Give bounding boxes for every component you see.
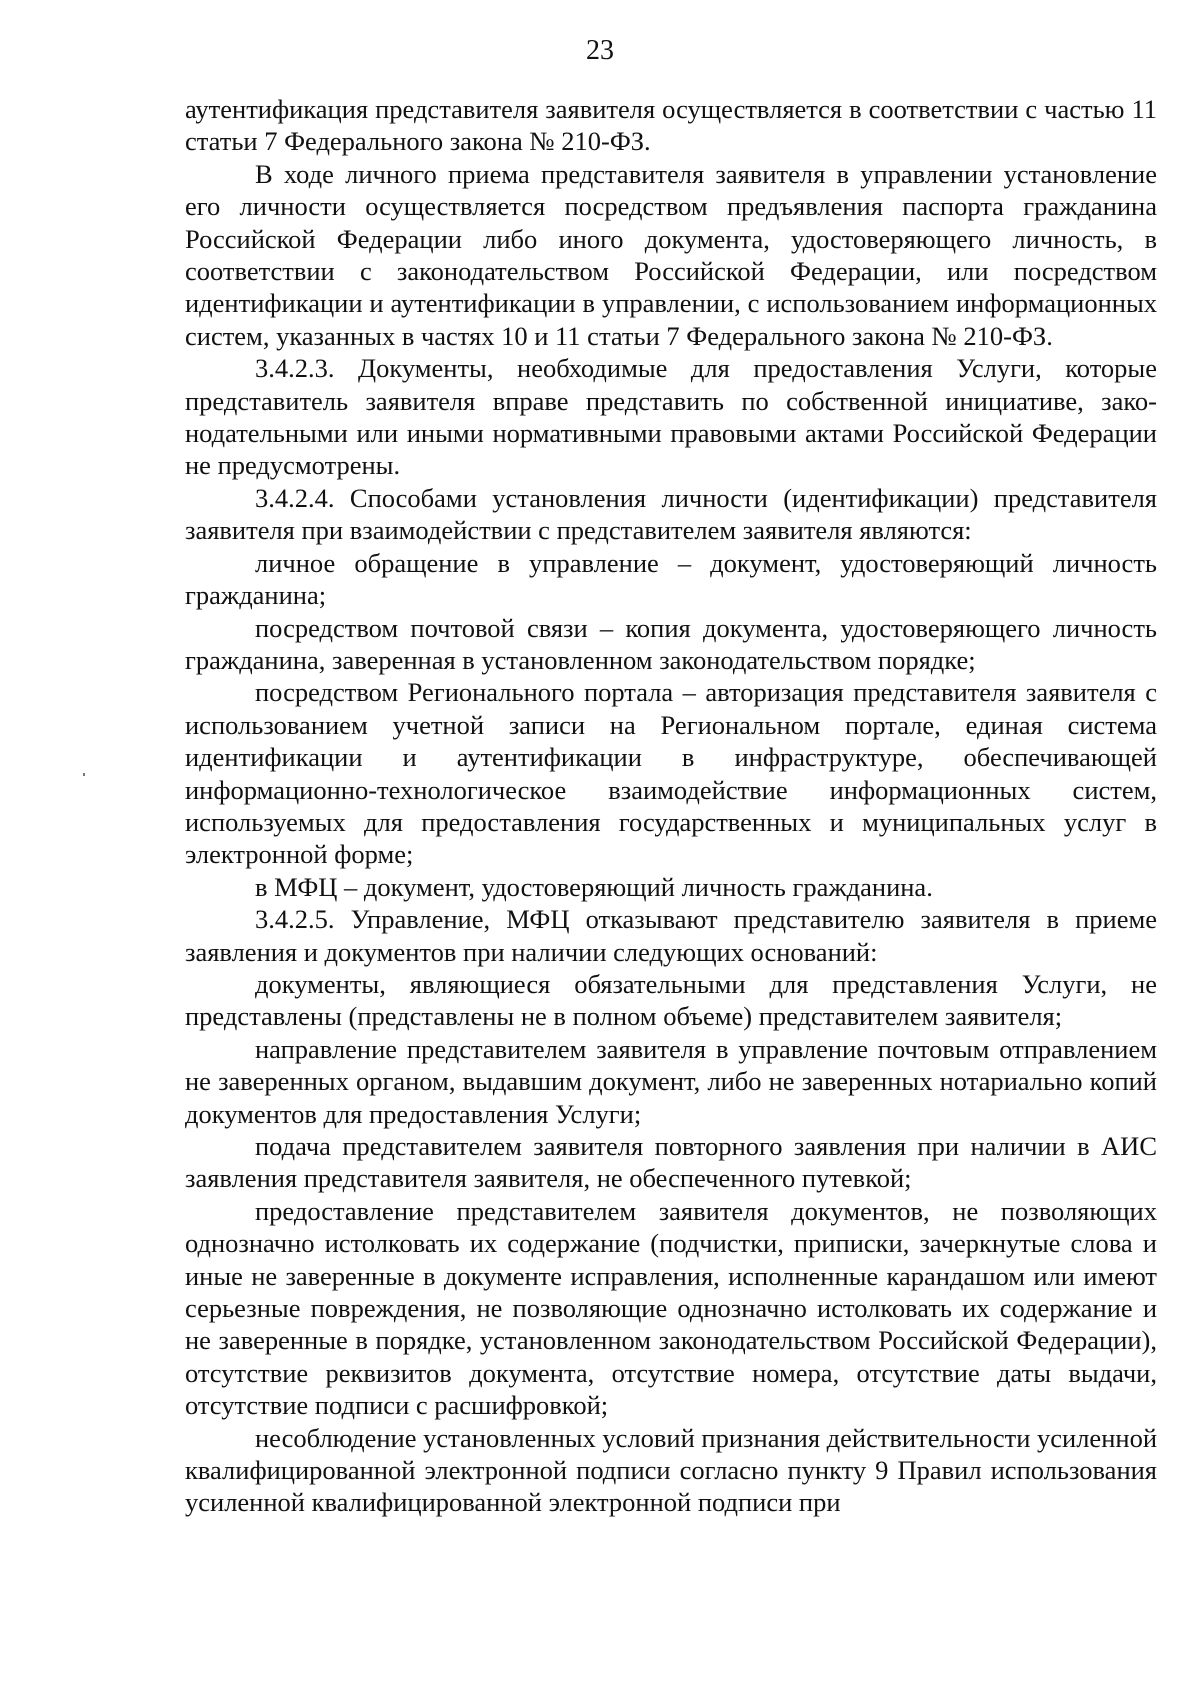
- page-number: 23: [586, 35, 614, 66]
- list-item-personal-visit: личное обращение в управление – документ, удостоверяющий личность гражданина;: [185, 547, 1157, 611]
- paragraph-3-4-2-5: 3.4.2.5. Управление, МФЦ отказывают представителю заявителя в приеме заявления и документов при наличии следующих оснований:: [185, 904, 1157, 967]
- list-item-signature-invalid: несоблюдение установленных условий признания действительности усиленной квалифицированной электронной подписи согласно пункту 9 Правил использования усиленной квалифицированной электронной подписи при: [185, 1422, 1157, 1518]
- list-item-regional-portal: посредством Регионального портала – авторизация представителя заявителя с использованием учетной записи на Региональном портале, единая система идентификации и аутентификации в инфраструктуре, обеспечивающей информационно-технологическое взаимодействие информационных систем, используемых для предоставления государственных и муниципальных услуг в электронной форме;: [185, 677, 1157, 870]
- list-item-repeat-application: подача представителем заявителя повторного заявления при наличии в АИС заявления представителя заявителя, не обеспеченного путевкой;: [185, 1131, 1157, 1194]
- paragraph-continuation: аутентификация представителя заявителя осуществляется в соответствии с частью 11 статьи 7 Федерального закона № 210-ФЗ.: [185, 94, 1157, 157]
- paragraph-3-4-2-4: 3.4.2.4. Способами установления личности (идентификации) представителя заявителя при взаимодействии с представителем заявителя являются:: [185, 482, 1157, 546]
- document-body: [185, 93, 1157, 1519]
- list-item-postal: посредством почтовой связи – копия документа, удостоверяющего личность гражданина, заверенная в установленном законодательством порядке;: [185, 612, 1157, 675]
- paragraph-personal-reception: В ходе личного приема представителя заявителя в управлении установление его личности осуществляется посредством предъявления паспорта гражданина Российской Федерации либо иного документа, удостоверяющего личность, в соответствии с законодательством Российской Федерации, или посредством идентификации и аутентификации в управлении, с использованием информационных систем, указанных в частях 10 и 11 статьи 7 Федерального закона № 210-ФЗ.: [185, 158, 1157, 351]
- paragraph-3-4-2-3: 3.4.2.3. Документы, необходимые для предоставления Услуги, которые представитель заявителя вправе представить по собственной инициативе, законодательными или иными нормативными правовыми актами Российской Федерации не предусмотрены.: [185, 353, 1157, 481]
- list-item-documents-missing: документы, являющиеся обязательными для представления Услуги, не представлены (представлены не в полном объеме) представителем заявителя;: [185, 968, 1157, 1032]
- list-item-ambiguous-documents: предоставление представителем заявителя документов, не позволяющих однозначно истолковать их содержание (подчистки, приписки, зачеркнутые слова и иные не заверенные в документе исправления, исполненные карандашом или имеют серьезные повреждения, не позволяющие однозначно истолковать их содержание и не заверенные в порядке, установленном законодательством Российской Федерации), отсутствие реквизитов документа, отсутствие номера, отсутствие даты выдачи, отсутствие подписи с расшифровкой;: [185, 1195, 1157, 1421]
- scan-speck: [83, 773, 85, 776]
- list-item-postal-uncertified: направление представителем заявителя в управление почтовым отправлением не заверенных органом, выдавшим документ, либо не заверенных нотариально копий документов для предоставления Услуги;: [185, 1033, 1157, 1129]
- list-item-mfc: в МФЦ – документ, удостоверяющий личность гражданина.: [255, 871, 933, 902]
